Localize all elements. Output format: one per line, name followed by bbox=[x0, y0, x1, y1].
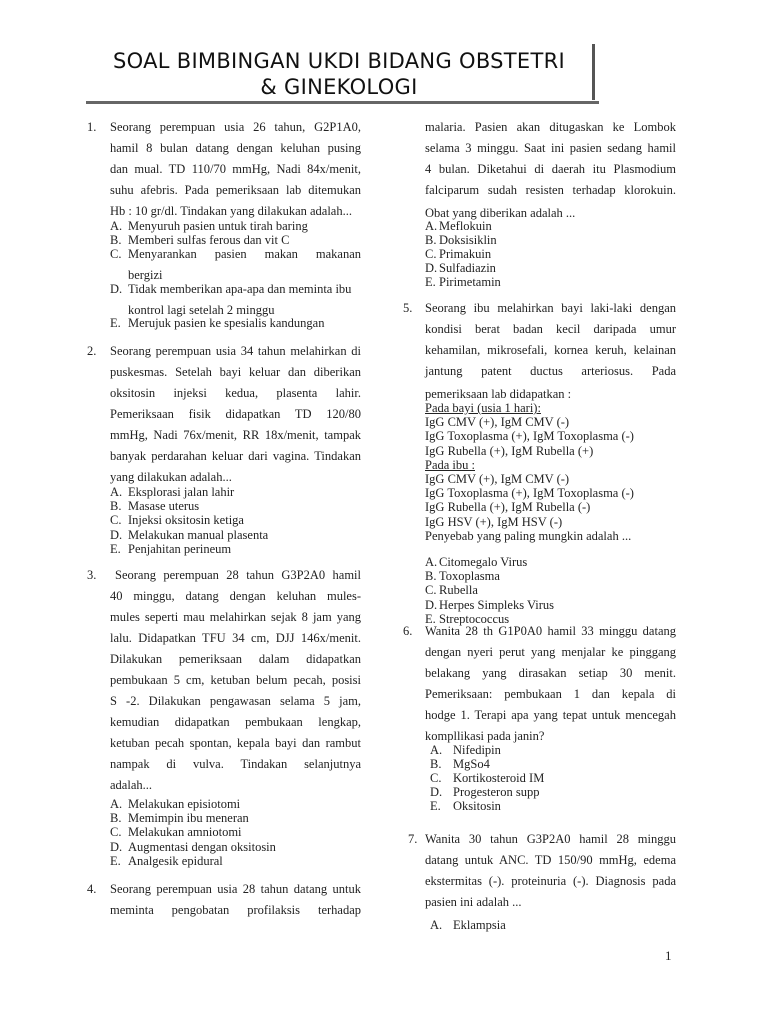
q3-text-line: kemudian didapatkan pembukaan lengkap, bbox=[110, 715, 361, 729]
q2-option-label: A. bbox=[110, 485, 123, 499]
q3-text-line: ketuban pecah spontan, kepala bayi dan rambut bbox=[110, 736, 361, 750]
q4-text-line: selama 3 minggu. Saat ini pasien sedang hamil bbox=[425, 141, 676, 155]
q4-option-label: C. bbox=[425, 247, 437, 261]
q1-number: 1. bbox=[87, 120, 97, 134]
q3-text-line: 40 minggu, datang dengan keluhan mules- bbox=[110, 589, 361, 603]
q3-option-label: A. bbox=[110, 797, 123, 811]
q2-text-line: Pemeriksaan fisik didapatkan TD 120/80 bbox=[110, 407, 361, 421]
q1-option-label: C. bbox=[110, 247, 122, 261]
q5-lab-line: IgG CMV (+), IgM CMV (-) bbox=[425, 415, 570, 430]
q2-option-label: E. bbox=[110, 541, 121, 556]
q4-option-text: Primakuin bbox=[439, 247, 492, 261]
q3-text-line: pembukaan 5 cm, ketuban belum pecah, posisi bbox=[110, 673, 361, 687]
q7-number: 7. bbox=[408, 832, 418, 846]
q2-text-line: banyak perdarahan keluar dari vagina. Tindakan bbox=[110, 449, 361, 463]
q2-text-line: yang dilakukan adalah... bbox=[110, 470, 232, 484]
q7-text-line: pasien ini adalah ... bbox=[425, 895, 522, 909]
q3-option-text: Augmentasi dengan oksitosin bbox=[128, 839, 276, 854]
q3-number: 3. bbox=[87, 568, 97, 582]
q5-option-label: E. bbox=[425, 611, 436, 626]
q6-option-text: Kortikosteroid IM bbox=[453, 771, 545, 785]
q4-text-line: Obat yang diberikan adalah ... bbox=[425, 206, 576, 220]
q5-option-text: Streptococcus bbox=[439, 611, 510, 626]
q1-text-line: Seorang perempuan usia 26 tahun, G2P1A0, bbox=[110, 120, 361, 134]
q4-option-label: B. bbox=[425, 233, 437, 247]
q1-text-line: suhu afebris. Pada pemeriksaan lab ditemukan bbox=[110, 183, 361, 197]
q3-text-line: mules seperti mau melahirkan sejak 8 jam yang bbox=[110, 610, 361, 624]
q3-text-line: adalah... bbox=[110, 778, 152, 792]
q6-option-label: D. bbox=[430, 785, 443, 799]
q7-option-label: A. bbox=[430, 918, 443, 932]
q4-option-label: A. bbox=[425, 219, 438, 233]
q5-option-label: C. bbox=[425, 583, 437, 598]
q1-option-text: Menyarankan pasien makan makanan bbox=[128, 247, 361, 261]
q6-option-text: Progesteron supp bbox=[453, 785, 540, 799]
q5-lab-line: Pada bayi (usia 1 hari): bbox=[425, 401, 541, 415]
q5-option-text: Toxoplasma bbox=[439, 569, 500, 584]
q6-text-line: Wanita 28 th G1P0A0 hamil 33 minggu datang bbox=[425, 624, 676, 638]
q1-text-line: dan mual. TD 110/70 mmHg, Nadi 84x/menit, bbox=[110, 162, 361, 176]
q5-text-line: pemeriksaan lab didapatkan : bbox=[425, 387, 572, 401]
title-line-1: SOAL BIMBINGAN UKDI BIDANG OBSTETRI bbox=[113, 49, 565, 73]
q2-option-label: C. bbox=[110, 513, 122, 528]
q2-number: 2. bbox=[87, 344, 97, 358]
q6-option-label: C. bbox=[430, 771, 442, 785]
q3-option-label: E. bbox=[110, 853, 121, 868]
q6-option-text: Nifedipin bbox=[453, 743, 501, 757]
q6-option-label: B. bbox=[430, 757, 442, 771]
q2-text-line: mmHg, Nadi 76x/menit, RR 18x/menit, tampak bbox=[110, 428, 361, 442]
q6-text-line: hodge 1. Terapi apa yang tepat untuk mencegah bbox=[425, 708, 676, 722]
q1-option-text: Merujuk pasien ke spesialis kandungan bbox=[128, 316, 325, 330]
q3-text-line: nampak di vulva. Tindakan selanjutnya bbox=[110, 757, 361, 771]
q5-lab-line: Penyebab yang paling mungkin adalah ... bbox=[425, 528, 632, 543]
title-line-2: & GINEKOLOGI bbox=[260, 75, 418, 99]
q3-option-text: Analgesik epidural bbox=[128, 853, 223, 868]
q3-text-line: S -2. Dilakukan pengawasan selama 5 jam, bbox=[110, 694, 361, 708]
q2-option-text: Penjahitan perineum bbox=[128, 541, 232, 556]
q1-option-label: B. bbox=[110, 233, 122, 247]
q4-option-label: E. bbox=[425, 275, 436, 289]
q4-option-label: D. bbox=[425, 261, 438, 275]
q1-option-text: bergizi bbox=[128, 268, 163, 282]
q5-option-text: Rubella bbox=[439, 583, 478, 598]
title-rule bbox=[86, 101, 599, 104]
q1-option-label: D. bbox=[110, 282, 123, 296]
q4-text-line: meminta pengobatan profilaksis terhadap bbox=[110, 903, 361, 917]
q2-option-label: D. bbox=[110, 527, 123, 542]
q4-option-text: Doksisiklin bbox=[439, 233, 497, 247]
q2-text-line: Seorang perempuan usia 34 tahun melahirkan di bbox=[110, 344, 361, 358]
q3-option-text: Melakukan episiotomi bbox=[128, 797, 241, 811]
q3-text-line: Dilakukan pemeriksaan dalam didapatkan bbox=[110, 652, 361, 666]
q3-text-line: Seorang perempuan 28 tahun G3P2A0 hamil bbox=[115, 568, 361, 582]
q5-lab-line: Pada ibu : bbox=[425, 457, 475, 472]
q3-option-label: B. bbox=[110, 811, 122, 826]
q5-lab-line: IgG Rubella (+), IgM Rubella (-) bbox=[425, 500, 591, 515]
q2-text-line: oksitosin injeksi kedua, plasenta lahir. bbox=[110, 386, 361, 400]
q5-option-label: B. bbox=[425, 569, 437, 584]
q6-text-line: belakang yang dirasakan setiap 30 menit. bbox=[425, 666, 676, 680]
q6-option-text: MgSo4 bbox=[453, 757, 490, 771]
q4-option-text: Pirimetamin bbox=[439, 275, 501, 289]
q5-option-label: A. bbox=[425, 555, 438, 569]
q1-text-line: Hb : 10 gr/dl. Tindakan yang dilakukan adalah... bbox=[110, 204, 352, 218]
q4-text-line: falciparum sudah resisten terhadap klorokuin. bbox=[425, 183, 676, 197]
q6-text-line: kompllikasi pada janin? bbox=[425, 729, 545, 743]
q3-option-label: C. bbox=[110, 825, 122, 840]
q1-option-text: Menyuruh pasien untuk tirah baring bbox=[128, 219, 308, 233]
q7-text-line: Wanita 30 tahun G3P2A0 hamil 28 minggu bbox=[425, 832, 676, 846]
q6-text-line: Pemeriksaan: pembukaan 1 dan kepala di bbox=[425, 687, 676, 701]
q5-text-line: Seorang ibu melahirkan bayi laki-laki dengan bbox=[425, 301, 676, 315]
q5-lab-line: IgG CMV (+), IgM CMV (-) bbox=[425, 472, 570, 486]
q4-text-line: Seorang perempuan usia 28 tahun datang untuk bbox=[110, 882, 361, 896]
q7-option-text: Eklampsia bbox=[453, 918, 506, 932]
q5-lab-line: IgG Toxoplasma (+), IgM Toxoplasma (-) bbox=[425, 486, 634, 501]
q4-number: 4. bbox=[87, 882, 97, 896]
q5-text-line: kondisi berat badan kecil daripada umur bbox=[425, 322, 676, 336]
q2-option-text: Injeksi oksitosin ketiga bbox=[128, 513, 244, 528]
title-block bbox=[86, 44, 595, 100]
q1-option-label: A. bbox=[110, 219, 123, 233]
q2-option-label: B. bbox=[110, 499, 122, 514]
q6-option-text: Oksitosin bbox=[453, 799, 501, 813]
q3-option-label: D. bbox=[110, 839, 123, 854]
q3-option-text: Melakukan amniotomi bbox=[128, 825, 242, 840]
q1-option-text: kontrol lagi setelah 2 minggu bbox=[128, 303, 275, 317]
q3-option-text: Memimpin ibu meneran bbox=[128, 811, 249, 826]
q6-option-label: A. bbox=[430, 743, 443, 757]
page-number: 1 bbox=[665, 948, 672, 963]
q6-option-label: E. bbox=[430, 799, 441, 813]
q5-number: 5. bbox=[403, 301, 413, 315]
q2-text-line: puskesmas. Setelah bayi keluar dan diberikan bbox=[110, 365, 361, 379]
q7-text-line: datang untuk ANC. TD 150/90 mmHg, edema bbox=[425, 853, 676, 867]
q1-option-text: Memberi sulfas ferous dan vit C bbox=[128, 233, 290, 247]
q4-text-line: malaria. Pasien akan ditugaskan ke Lombok bbox=[425, 120, 676, 134]
q5-option-label: D. bbox=[425, 597, 438, 612]
q5-lab-line: IgG Rubella (+), IgM Rubella (+) bbox=[425, 443, 594, 458]
q5-lab-line: IgG HSV (+), IgM HSV (-) bbox=[425, 514, 563, 529]
q2-option-text: Melakukan manual plasenta bbox=[128, 527, 269, 542]
q2-option-text: Masase uterus bbox=[128, 499, 200, 514]
q5-option-text: Citomegalo Virus bbox=[439, 555, 528, 569]
q5-option-text: Herpes Simpleks Virus bbox=[439, 597, 554, 612]
q1-option-text: Tidak memberikan apa-apa dan meminta ibu bbox=[128, 282, 352, 296]
q4-option-text: Sulfadiazin bbox=[439, 261, 496, 275]
q5-text-line: kehamilan, mikrosefali, kornea keruh, kelainan bbox=[425, 343, 676, 357]
q5-lab-line: IgG Toxoplasma (+), IgM Toxoplasma (-) bbox=[425, 429, 634, 444]
q1-option-label: E. bbox=[110, 316, 121, 330]
q6-number: 6. bbox=[403, 624, 413, 638]
q7-text-line: ekstermitas (-). proteinuria (-). Diagnosis pada bbox=[425, 874, 676, 888]
q4-option-text: Meflokuin bbox=[439, 219, 492, 233]
q2-option-text: Eksplorasi jalan lahir bbox=[128, 485, 235, 499]
q1-text-line: hamil 8 bulan datang dengan keluhan pusing bbox=[110, 141, 361, 155]
q4-text-line: 4 bulan. Diketahui di daerah itu Plasmodium bbox=[425, 162, 676, 176]
q6-text-line: dengan nyeri perut yang menjalar ke pinggang bbox=[425, 645, 676, 659]
q3-text-line: lalu. Didapatkan TFU 34 cm, DJJ 146x/menit. bbox=[110, 631, 361, 645]
q5-text-line: jantung patent ductus arteriosus. Pada bbox=[425, 364, 676, 378]
